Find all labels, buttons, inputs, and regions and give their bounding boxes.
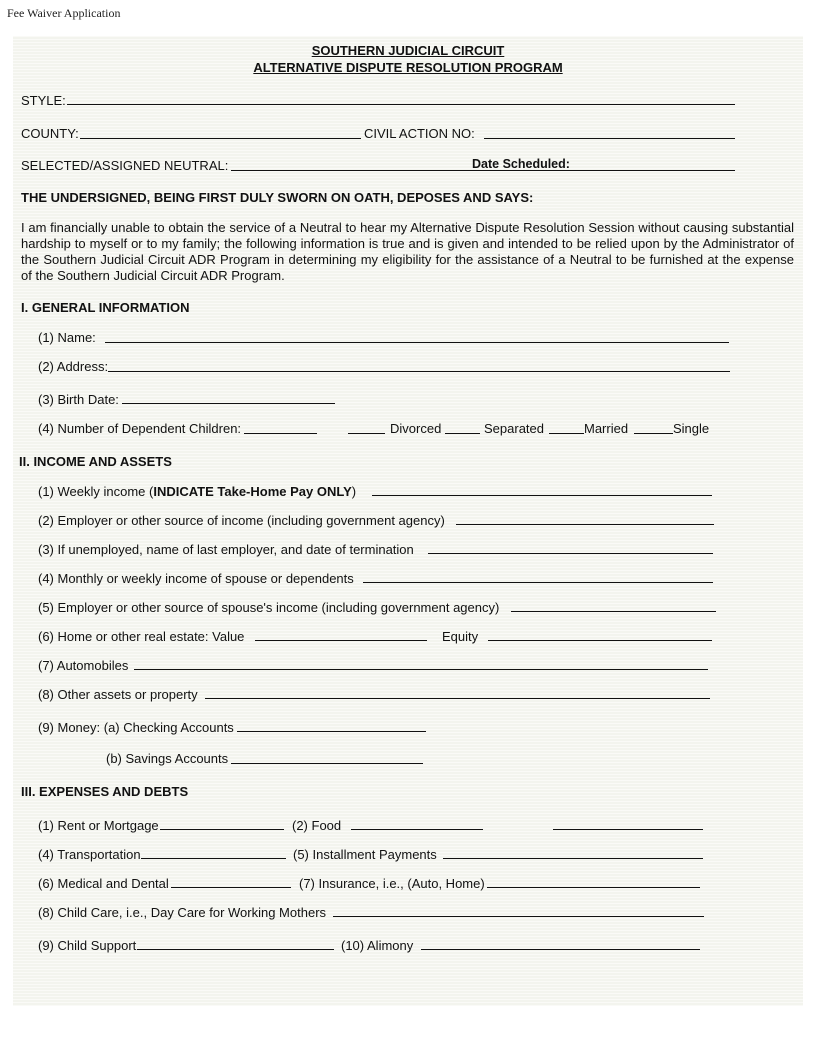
dependent-children-label: (4) Number of Dependent Children: — [38, 421, 242, 436]
equity-field[interactable] — [488, 640, 712, 641]
form-header-line2: ALTERNATIVE DISPUTE RESOLUTION PROGRAM — [253, 60, 563, 75]
date-scheduled-label: Date Scheduled: — [472, 157, 570, 171]
checking-accounts-field[interactable] — [237, 731, 426, 732]
home-value-field[interactable] — [255, 640, 427, 641]
section-expenses-debts: III. EXPENSES AND DEBTS — [21, 784, 189, 799]
divorced-label: Divorced — [390, 421, 442, 436]
other-assets-label: (8) Other assets or property — [38, 687, 198, 702]
county-field[interactable] — [80, 138, 361, 139]
insurance-field[interactable] — [487, 887, 700, 888]
civil-action-label: CIVIL ACTION NO: — [364, 126, 475, 141]
food-field[interactable] — [351, 829, 483, 830]
rent-label: (1) Rent or Mortgage — [38, 818, 159, 833]
oath-statement: THE UNDERSIGNED, BEING FIRST DULY SWORN ON OATH, DEPOSES AND SAYS: — [21, 190, 534, 205]
child-support-label: (9) Child Support — [38, 938, 137, 953]
equity-label: Equity — [442, 629, 479, 644]
section-general-information: I. GENERAL INFORMATION — [21, 300, 190, 315]
child-care-field[interactable] — [333, 916, 704, 917]
savings-accounts-field[interactable] — [231, 763, 423, 764]
other-assets-field[interactable] — [205, 698, 710, 699]
rent-field[interactable] — [160, 829, 284, 830]
spouse-income-field[interactable] — [363, 582, 713, 583]
spouse-employer-field[interactable] — [511, 611, 716, 612]
county-label: COUNTY: — [21, 126, 79, 141]
weekly-income-label: (1) Weekly income (INDICATE Take-Home Pay ONLY) — [38, 484, 357, 499]
style-field[interactable] — [67, 104, 735, 105]
dependent-children-field[interactable] — [244, 433, 317, 434]
employer-label: (2) Employer or other source of income (including government agency) — [38, 513, 445, 528]
transportation-label: (4) Transportation — [38, 847, 141, 862]
employer-field[interactable] — [456, 524, 714, 525]
medical-label: (6) Medical and Dental — [38, 876, 169, 891]
medical-field[interactable] — [171, 887, 291, 888]
automobiles-field[interactable] — [134, 669, 708, 670]
married-label: Married — [584, 421, 629, 436]
name-label: (1) Name: — [38, 330, 96, 345]
financial-statement: I am financially unable to obtain the service of a Neutral to hear my Alternative Dispute Resolution Session without causing substantial hardship to myself or to my family; the following information is true and is given and intended to be relied upon by the Administrator of the Southern Judicial Circuit ADR Program in determining my eligibility for the assistance of a Neutral to be furnished at the expense of the Southern Judicial Circuit ADR Program. — [21, 220, 794, 283]
insurance-label: (7) Insurance, i.e., (Auto, Home) — [299, 876, 485, 891]
separated-check[interactable] — [445, 433, 480, 434]
section-income-assets: II. INCOME AND ASSETS — [19, 454, 172, 469]
automobiles-label: (7) Automobiles — [38, 658, 129, 673]
child-support-field[interactable] — [137, 949, 334, 950]
style-label: STYLE: — [21, 93, 66, 108]
birth-date-label: (3) Birth Date: — [38, 392, 119, 407]
installment-label: (5) Installment Payments — [293, 847, 437, 862]
spouse-income-label: (4) Monthly or weekly income of spouse or dependents — [38, 571, 354, 586]
installment-field[interactable] — [443, 858, 703, 859]
window-title: Fee Waiver Application — [7, 6, 121, 20]
address-label: (2) Address: — [38, 359, 109, 374]
alimony-label: (10) Alimony — [341, 938, 414, 953]
divorced-check[interactable] — [348, 433, 385, 434]
address-field[interactable] — [108, 371, 730, 372]
neutral-label: SELECTED/ASSIGNED NEUTRAL: — [21, 158, 229, 173]
form-header-line1: SOUTHERN JUDICIAL CIRCUIT — [311, 43, 505, 58]
transportation-field[interactable] — [141, 858, 286, 859]
single-check[interactable] — [634, 433, 673, 434]
separated-label: Separated — [484, 421, 544, 436]
single-label: Single — [673, 421, 710, 436]
unemployed-field[interactable] — [428, 553, 713, 554]
child-care-label: (8) Child Care, i.e., Day Care for Working Mothers — [38, 905, 327, 920]
name-field[interactable] — [105, 342, 729, 343]
spouse-employer-label: (5) Employer or other source of spouse's income (including government agency) — [38, 600, 500, 615]
checking-accounts-label: (9) Money: (a) Checking Accounts — [38, 720, 234, 735]
birth-date-field[interactable] — [122, 403, 335, 404]
blank-expense-field[interactable] — [553, 829, 703, 830]
unemployed-label: (3) If unemployed, name of last employer, and date of termination — [38, 542, 414, 557]
alimony-field[interactable] — [421, 949, 700, 950]
weekly-income-field[interactable] — [372, 495, 712, 496]
savings-accounts-label: (b) Savings Accounts — [106, 751, 229, 766]
married-check[interactable] — [549, 433, 584, 434]
civil-action-field[interactable] — [484, 138, 735, 139]
home-value-label: (6) Home or other real estate: Value — [38, 629, 245, 644]
food-label: (2) Food — [292, 818, 342, 833]
